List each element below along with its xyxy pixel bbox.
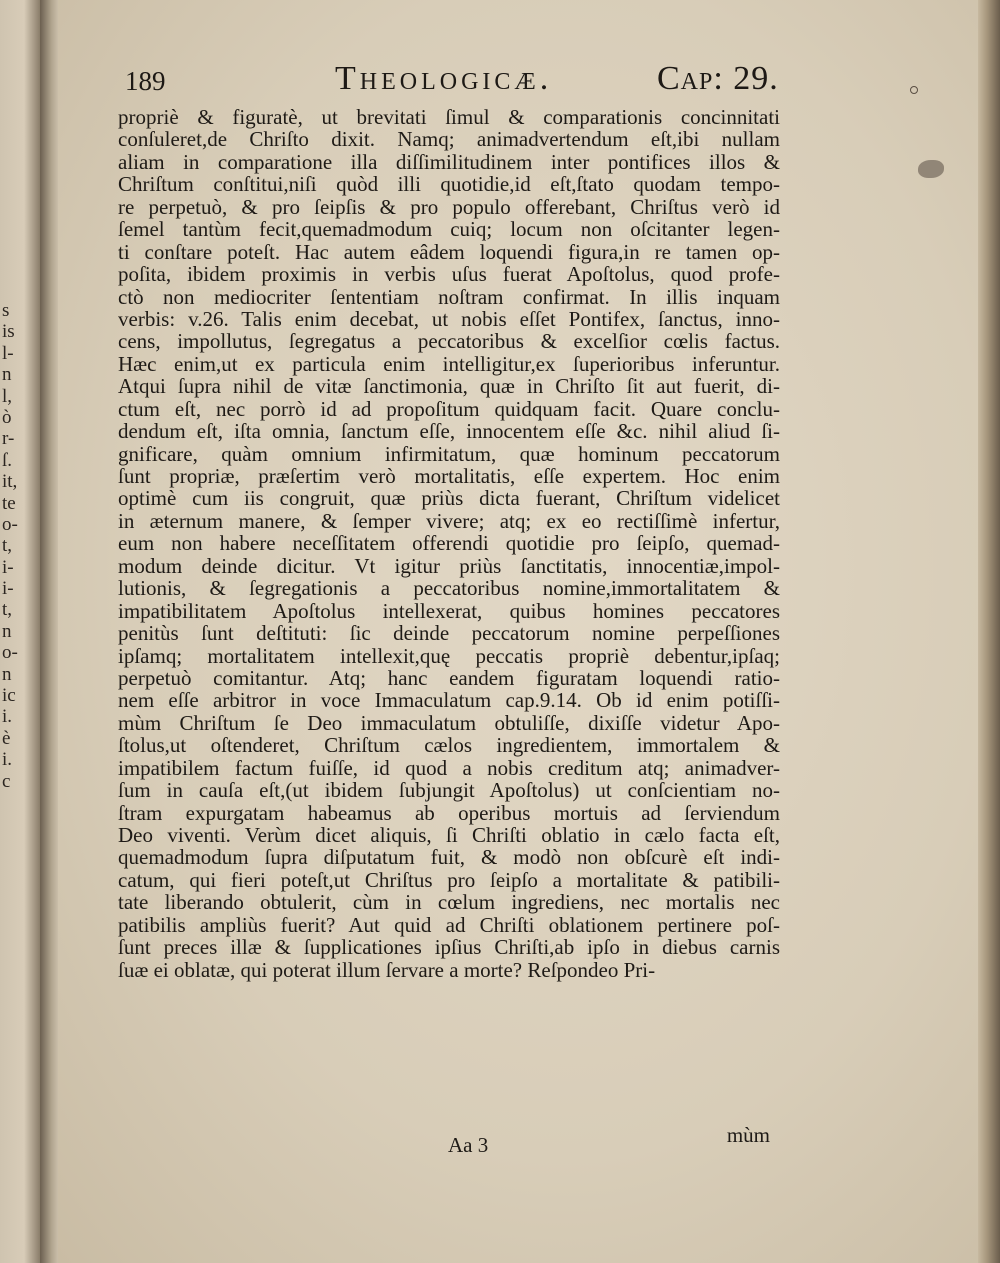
- text-line: nem eſſe arbitror in voce Immaculatum cap.9.14. Ob id enim potiſſi-: [118, 688, 780, 713]
- text-line: Hæc enim,ut ex particula enim intelligitur,ex ſuperioribus inferuntur.: [118, 351, 780, 376]
- margin-fragment: o-: [2, 642, 18, 664]
- text-line: impatibilem factum fuiſſe, id quod a nobis creditum atq; animadver-: [118, 755, 780, 780]
- text-line: ſuæ ei oblatæ, qui poterat illum ſervare a morte? Reſpondeo Pri-: [118, 957, 656, 982]
- margin-fragment: è: [2, 727, 11, 749]
- text-line: cens, impollutus, ſegregatus a peccatoribus & excelſior cœlis factus.: [118, 329, 780, 354]
- text-line: gnificare, quàm omnium infirmitatum, quæ hominum peccatorum: [118, 441, 780, 466]
- chapter-label: Cap: 29.: [657, 60, 779, 97]
- text-line: aliam in comparatione illa diſſimilitudinem inter pontifices illos &: [118, 149, 780, 174]
- margin-fragment: o-: [2, 513, 18, 535]
- text-line: ctò non mediocriter ſententiam noſtram confirmat. In illis inquam: [118, 284, 780, 309]
- text-line: modum deinde dicitur. Vt igitur priùs ſanctitatis, innocentiæ,impol-: [118, 553, 780, 578]
- text-line: penitùs ſunt deſtituti: ſic deinde peccatorum nomine perpeſſiones: [118, 621, 780, 646]
- margin-fragment: i-: [2, 578, 14, 600]
- margin-fragment: l,: [2, 385, 13, 407]
- text-line: patibilis ampliùs fuerit? Aut quid ad Chriſti oblationem pertinere poſ-: [118, 912, 780, 937]
- margin-fragment: s: [2, 300, 10, 321]
- margin-fragment: c: [2, 770, 11, 792]
- margin-fragment: te: [2, 492, 16, 514]
- text-line: re perpetuò, & pro ſeipſis & pro populo offerebant, Chriſtus verò id: [118, 194, 780, 219]
- margin-fragment: it,: [2, 471, 18, 493]
- text-line: ſunt preces illæ & ſupplicationes ipſius Chriſti,ab ipſo in diebus carnis: [118, 935, 780, 960]
- ink-stain: [918, 160, 944, 178]
- text-line: tate liberando obtulerit, cùm in cœlum ingrediens, nec mortalis nec: [118, 890, 780, 915]
- text-line: quemadmodum ſupra diſputatum fuit, & modò non obſcurè eſt indi-: [118, 845, 780, 870]
- margin-fragment: n: [2, 364, 12, 386]
- margin-fragment: ic: [2, 685, 16, 707]
- margin-fragment: n: [2, 663, 12, 685]
- text-line: catum, qui fieri poteſt,ut Chriſtus pro ſeipſo a mortalitate & patibili-: [118, 867, 780, 892]
- margin-fragment: ſ.: [2, 449, 13, 471]
- text-line: Chriſtum conſtitui,niſi quòd illi quotidie,id eſt,ſtato quodam tempo-: [118, 172, 780, 197]
- text-line: verbis: v.26. Talis enim decebat, ut nobis eſſet Pontifex, ſanctus, inno-: [118, 306, 780, 331]
- text-line: propriè & figuratè, ut brevitati ſimul & comparationis concinnitati: [118, 105, 780, 129]
- text-line: ſunt propriæ, præſertim verò mortalitatis, eſſe expertem. Hoc enim: [118, 464, 780, 488]
- facing-page-text-fragments: [0, 300, 38, 813]
- margin-fragment: t,: [2, 535, 13, 557]
- margin-fragment: i-: [2, 556, 14, 578]
- facing-page-edge: [0, 0, 40, 1263]
- margin-fragment: i.: [2, 749, 13, 771]
- margin-fragment: t,: [2, 599, 13, 621]
- page-number: 189: [125, 66, 166, 96]
- text-line: ipſamq; mortalitatem intellexit,quę peccatis propriè debentur,ipſaq;: [118, 643, 780, 668]
- text-line: poſita, ibidem proximis in verbis uſus fuerat Apoſtolus, quod profe-: [118, 262, 780, 287]
- signature-mark: Aa 3: [448, 1133, 489, 1157]
- text-line: ſtram expurgatam habeamus ab operibus mortuis ad ſerviendum: [118, 800, 780, 825]
- text-line: ſemel tantùm fecit,quemadmodum cuiq; locum non oſcitanter legen-: [118, 217, 780, 242]
- catchword: mùm: [726, 1123, 770, 1147]
- text-line: eum non habere neceſſitatem offerendi quotidie pro ſeipſo, quemad-: [118, 531, 780, 556]
- margin-fragment: l-: [2, 342, 14, 364]
- text-line: ti conſtare poteſt. Hac autem eâdem loquendi figura,in re tamen op-: [118, 239, 780, 264]
- text-line: mùm Chriſtum ſe Deo immaculatum obtuliſſe, dixiſſe videtur Apo-: [118, 710, 780, 735]
- margin-fragment: r-: [2, 428, 15, 450]
- margin-fragment: [0, 792, 38, 813]
- text-line: in æternum manere, & ſemper vivere; atq; ex eo rectiſſimè infertur,: [118, 508, 780, 533]
- running-title: Theologicæ.: [335, 60, 553, 97]
- text-line: ſum in cauſa eſt,(ut ibidem ſubjungit Apoſtolus) ut conſcientiam no-: [118, 778, 780, 803]
- text-line: ſtolus,ut oſtenderet, Chriſtum cælos ingredientem, immortalem &: [118, 733, 780, 758]
- page-edge-right: [978, 0, 1000, 1263]
- text-line: perpetuò comitantur. Atq; hanc eandem figuratam loquendi ratio-: [118, 665, 780, 690]
- text-line: conſuleret,de Chriſto dixit. Namq; animadvertendum eſt,ibi nullam: [118, 127, 780, 152]
- margin-fragment: n: [2, 620, 12, 642]
- text-line: dendum eſt, iſta omnia, ſanctum eſſe, innocentem eſſe &c. nihil aliud ſi-: [118, 419, 780, 444]
- margin-fragment: ò: [2, 406, 12, 428]
- main-text-block: [118, 106, 780, 981]
- running-header: [125, 60, 915, 108]
- text-line: impatibilitatem Apoſtolus intellexerat, quibus homines peccatores: [118, 598, 780, 623]
- text-line: optimè cum iis congruit, quæ priùs dicta fuerant, Chriſtum videlicet: [118, 486, 780, 511]
- page-footer: [118, 1123, 770, 1161]
- text-line: ctum eſt, nec porrò id ad propoſitum quidquam facit. Quare conclu-: [118, 396, 780, 421]
- text-line: lutionis, & ſegregationis a peccatoribus nomine,immortalitatem &: [118, 576, 780, 601]
- text-line: Deo viventi. Verùm dicet aliquis, ſi Chriſti oblatio in cælo facta eſt,: [118, 823, 780, 847]
- margin-fragment: i.: [2, 706, 13, 728]
- margin-fragment: is: [2, 321, 15, 343]
- text-line: Atqui ſupra nihil de vitæ ſanctimonia, quæ in Chriſto ſit aut fuerit, di-: [118, 374, 780, 399]
